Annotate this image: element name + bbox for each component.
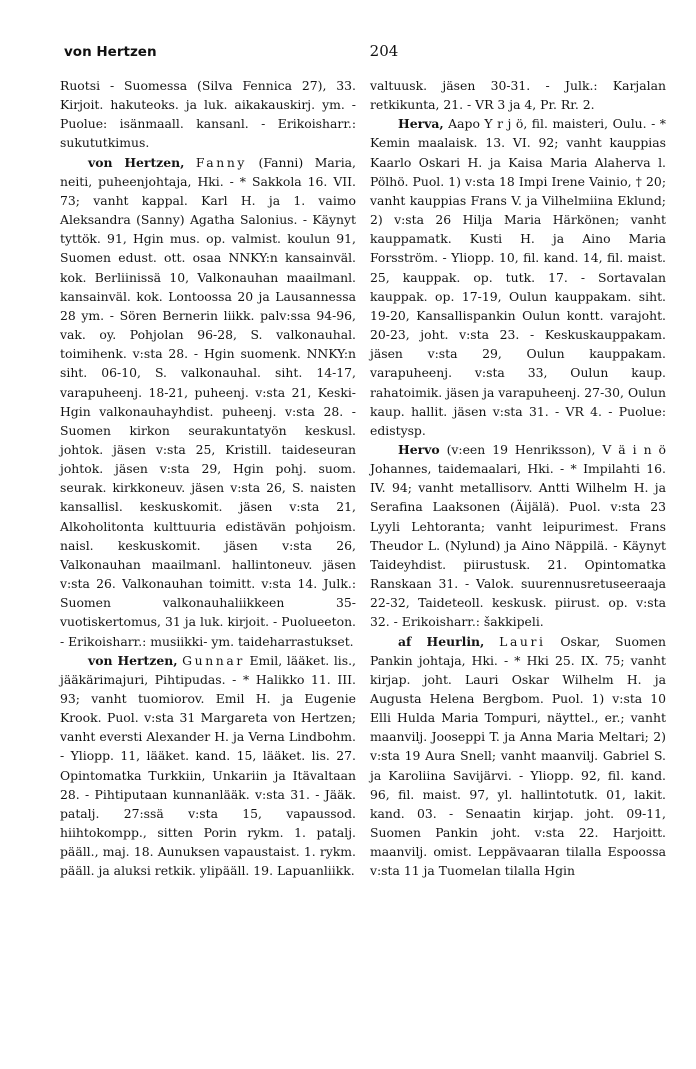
entry-text: Aapo Y r j ö, fil. maisteri, Oulu. - * Kemin maalaisk. 13. VI. 92; vanht kauppias Kaarlo Oskari H. ja Kaisa Maria Alaherva l. Pölhö. Puol. 1) v:sta 18 Impi Irene Vainio, † 20; vanht kauppias Frans V. ja Vilhelmiina Eklund; 2) v:sta 26 Hilja Maria Härkönen; vanht kauppamatk. Kusti H. ja Aino Maria Forsström. - Yliopp. 10, fil. kand. 14, fil. maist. 25, kauppak. op. tutk. 17. - Sortavalan kauppak. op. 17-19, Oulun kauppakam. siht. 19-20, Kansallispankin Oulun kontt. varajoht. 20-23, joht. v:sta 23. - Keskuskauppakam. jäsen v:sta 29, Oulun kauppakam. varapuheenj. v:sta 33, Oulun kaup. rahatoimik. jäsen ja varapuheenj. 27-30, Oulun kaup. hallit. jäsen v:sta 31. - VR 4. - Puolue: edistysp.	[370, 116, 666, 438]
entry-surname: Hervo	[398, 441, 440, 457]
running-head	[54, 44, 650, 68]
entry-surname: af Heurlin,	[398, 633, 485, 649]
entry-text: (Fanni) Maria, neiti, puheenjohtaja, Hki. - * Sakkola 16. VII. 73; vanht kappal. Karl H. ja 1. vaimo Aleksandra (Sanny) Agatha Salonius. - Käynyt tyttök. 91, Hgin mus. op. valmist. koulun 91, Suomen edust. ott. osaa NNKY:n kansainväl. kok. Berliinissä 10, Valkonauhan maailmanl. kansainväl. kok. Lontoossa 20 ja Lausannessa 28 ym. - Sören Bernerin liikk. palv:ssa 94-96, vak. oy. Pohjolan 96-28, S. valkonauhal. toimihenk. v:sta 28. - Hgin suomenk. NNKY:n siht. 06-10, S. valkonauhal. siht. 14-17, varapuheenj. 18-21, puheenj. v:sta 21, Keski-Hgin valkonauhayhdist. puheenj. v:sta 28. - Suomen kirkon seurakuntatyön keskusl. johtok. jäsen v:sta 25, Kristill. taideseuran johtok. jäsen v:sta 29, Hgin pohj. suom. seurak. kirkkoneuv. jäsen v:sta 26, S. naisten kansallisl. keskuskomit. jäsen v:sta 21, Alkoholitonta kulttuuria edistävän pohjoism. naisl. keskuskomit. jäsen v:sta 26, Valkonauhan maailmanl. hallintoneuv. jäsen v:sta 26. Valkonauhan toimitt. v:sta 14. Julk.: Suomen valkonauhaliikkeen 35-vuotiskertomus, 31 ja luk. kirjoit. - Puolueeton. - Erikoisharr.: musiikki- ym. taideharrastukset.	[60, 154, 356, 649]
entry-given-name: Gunnar	[182, 652, 245, 668]
entry-given-name: Fanny	[195, 154, 248, 170]
biography-entry-gunnar-von-hertzen	[60, 651, 356, 881]
page-number: 204	[369, 42, 399, 60]
entry-text: Oskar, Suomen Pankin johtaja, Hki. - * Hki 25. IX. 75; vanht kirjap. joht. Lauri Oskar Wilhelm H. ja Augusta Helena Bergbom. Puol. 1) v:sta 10 Elli Hulda Maria Tompuri, näyttel., er.; vanht maanvilj. Jooseppi T. ja Anna Maria Meltari; 2) v:sta 19 Aura Snell; vanht maanvilj. Gabriel S. ja Karoliina Savijärvi. - Yliopp. 92, fil. kand. 96, fil. maist. 97, yl. hallintotutk. 01, lakit. kand. 03. - Senaatin kirjap. joht. 09-11, Suomen Pankin joht. v:sta 22. Harjoitt. maanvilj. omist. Leppävaaran tilalla Espoossa v:sta 11 ja Tuomelan tilalla Hgin	[370, 633, 666, 879]
entry-given-name: Lauri	[499, 633, 546, 649]
right-column	[370, 76, 666, 881]
entry-text: Emil, lääket. lis., jääkärimajuri, Pihtipudas. - * Halikko 11. III. 93; vanht tuomiorov. Emil H. ja Eugenie Krook. Puol. v:sta 31 Margareta von Hertzen; vanht eversti Alexander H. ja Verna Lindbohm. - Yliopp. 11, lääket. kand. 15, lääket. lis. 27. Opintomatka Turkkiin, Unkariin ja Itävaltaan 28. - Pihtiputaan kunnanlääk. v:sta 31. - Jääk. patalj. 27:ssä v:sta 15, vapaussod. hiihtokompp., sitten Porin rykm. 1. patalj. pääll., maj. 18. Aunuksen vapaustaist. 1. rykm. pääll. ja aluksi retkik. ylipääll. 19. Lapuanliikk.	[60, 652, 356, 879]
entry-text: (v:een 19 Henriksson), V ä i n ö Johannes, taidemaalari, Hki. - * Impilahti 16. IV. 94; vanht metallisorv. Antti Wilhelm H. ja Serafina Laaksonen (Äijälä). Puol. v:sta 23 Lyyli Lehtoranta; vanht leipurimest. Frans Theudor L. (Nylund) ja Aino Näppilä. - Käynyt Taideyhdist. piirustusk. 21. Opintomatka Ranskaan 31. - Valok. suurennusretuseeraaja 22-32, Taideteoll. keskusk. piirust. op. v:sta 32. - Erikoisharr.: šakkipeli.	[370, 441, 666, 630]
biography-entry-continued	[60, 76, 356, 153]
biography-entry-fanny-von-hertzen	[60, 153, 356, 651]
running-head-name: von Hertzen	[64, 44, 157, 60]
entry-surname: Herva,	[398, 116, 444, 132]
left-column	[60, 76, 356, 881]
entry-text: valtuusk. jäsen 30-31. - Julk.: Karjalan retkikunta, 21. - VR 3 ja 4, Pr. Rr. 2.	[370, 78, 666, 113]
biography-entry-lauri-af-heurlin	[370, 632, 666, 881]
entry-surname: von Hertzen,	[88, 154, 185, 170]
entry-surname: von Hertzen,	[88, 652, 178, 668]
biography-entry-continued	[370, 76, 666, 114]
entry-text: Ruotsi - Suomessa (Silva Fennica 27), 33. Kirjoit. hakuteoks. ja luk. aikakauskirj. ym. - Puolue: isänmaall. kansanl. - Erikoisharr.: sukututkimus.	[60, 78, 356, 151]
biography-entry-vaino-hervo	[370, 440, 666, 632]
biography-entry-aapo-herva	[370, 114, 666, 440]
